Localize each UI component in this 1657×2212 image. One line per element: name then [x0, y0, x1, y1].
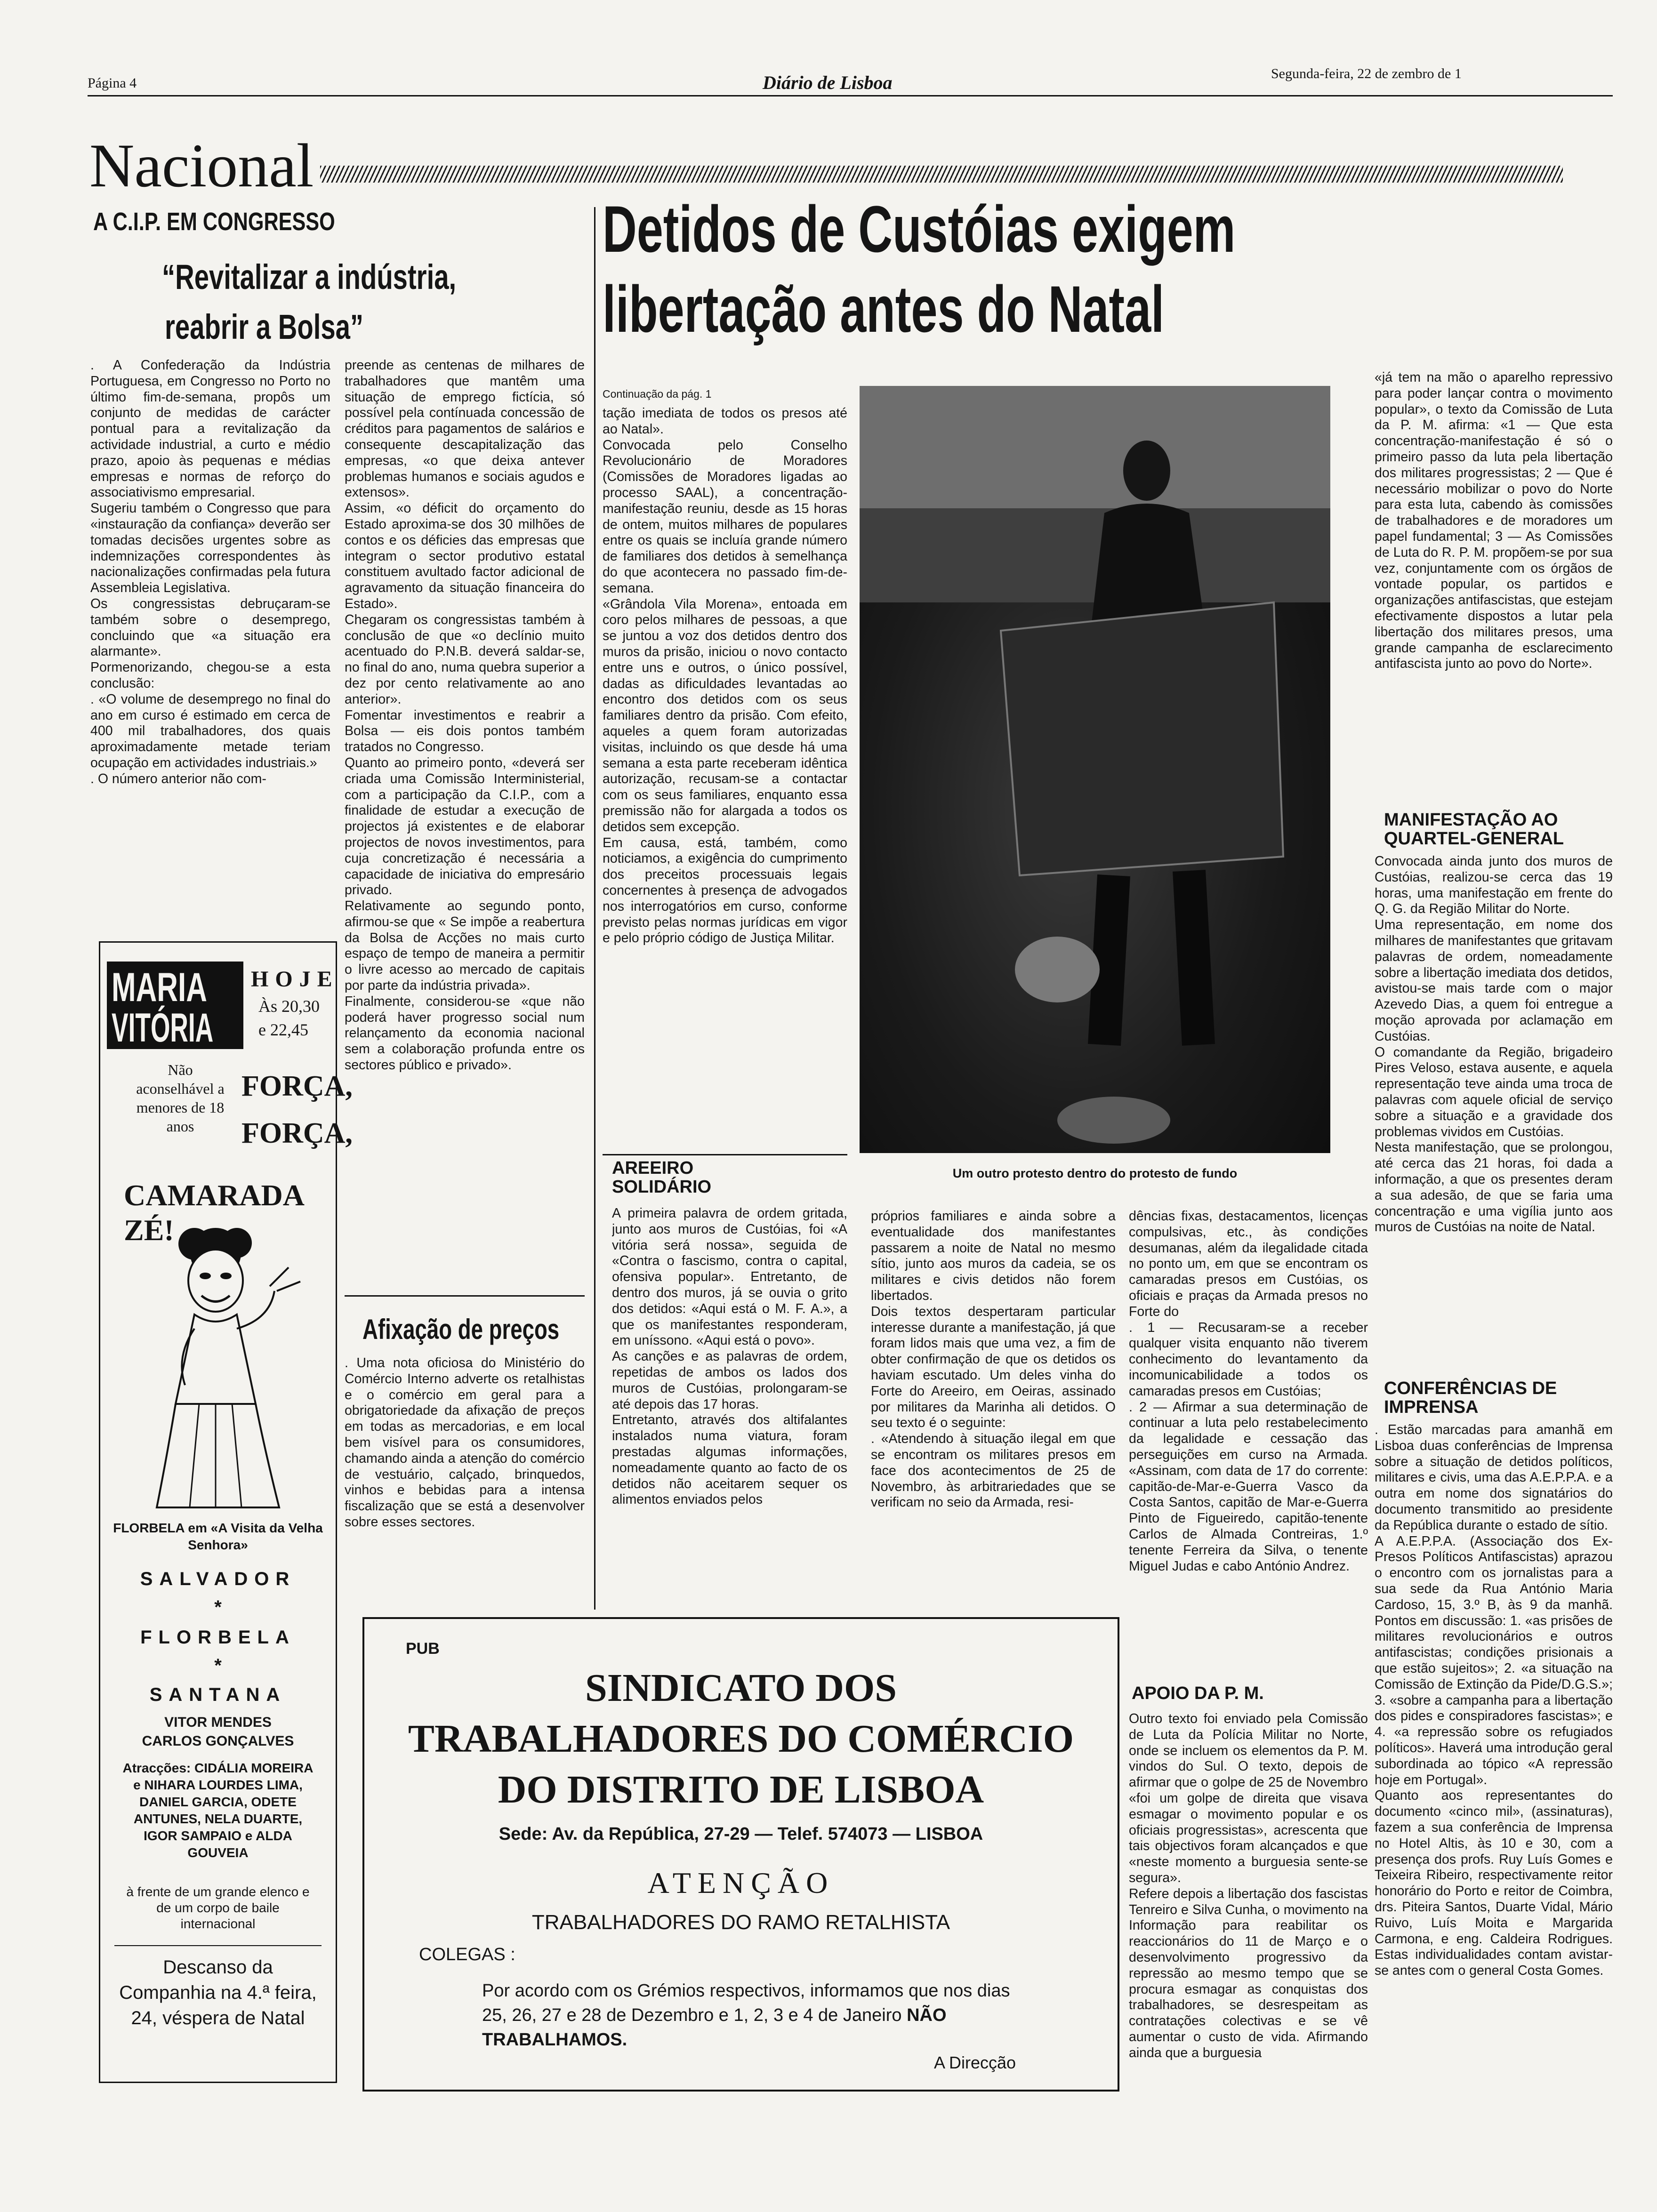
- show-title-1: FORÇA,: [241, 1070, 353, 1102]
- cast-salvador: SALVADOR: [140, 1569, 296, 1589]
- cast-carlos-goncalves: CARLOS GONÇALVES: [142, 1733, 294, 1749]
- continuation-note: Continuação da pág. 1: [603, 388, 712, 400]
- protest-photo: [860, 386, 1330, 1153]
- signature: A Direcção: [934, 2053, 1016, 2072]
- theatre-logo: [107, 962, 243, 1049]
- notice-body-emphasis: NÃO TRABALHAMOS.: [482, 2005, 947, 2050]
- header-rule: [88, 95, 1613, 96]
- custoias-column-c: próprios familiares e ainda sobre a eventualidade dos manifestantes passarem a noite de Natal no mesmo sítio, junto aos muros da cadeia, se os militares e civis detidos não forem libertados. Dois textos despertaram particular interesse durante a manifestação, já que foram lidos mais que uma vez, a fim de obter confirmação de que os detidos os haviam escutado. Um deles vinha do Forte do Areeiro, em Oeiras, assinado por militares da Marinha ali detidos. O seu texto é o seguinte: . «Atendendo à situação ilegal em que se encontram os militares presos em face dos acontecimentos de 25 de Novembro, às arbitrariedades que se verificam no seio da Armada, resi-: [871, 1209, 1116, 1510]
- manifestacao-title: MANIFESTAÇÃO AO QUARTEL-GENERAL: [1384, 810, 1564, 849]
- custoias-column-e2: Convocada ainda junto dos muros de Custóias, realizou-se cerca das 19 horas, uma manifestação em frente do Q. G. da Região Militar do Norte. Uma representação, em nome dos milhares de manifestantes que gritavam palavras de ordem, nomeadamente sobre a libertação imediata dos detidos, avistou-se mais tarde com o major Azevedo Dias, a quem foi entregue a moção aprovada por aclamação em Custóias. O comandante da Região, brigadeiro Pires Veloso, estava ausente, e aquela representação teve ainda uma troca de palavras com aquele oficial de serviço sobre a situação e a gravidade dos problemas vividos em Custóias. Nesta manifestação, que se prolongou, até cerca das 21 horas, foi dada a informação, a que os presentes deram a sua adesão, de que se faria uma concentração e uma vigília junto aos muros de Custóias na noite de Natal.: [1375, 854, 1613, 1235]
- star-1: *: [214, 1597, 222, 1618]
- colleagues-label: COLEGAS :: [419, 1945, 515, 1964]
- custoias-column-e3: . Estão marcadas para amanhã em Lisboa duas conferências de Imprensa sobre a situação de detidos políticos, militares e civis, uma das A.E.P.P.A. e a outra em nome dos signatários do documento transmitido ao presidente da República durante o estado de sítio. A A.E.P.P.A. (Associação dos Ex-Presos Políticos Antifascistas) aprazou o encontro com os jornalistas para a sua sede da Rua António Maria Cardoso, 15, 3.º B, às 9 da manhã. Pontos em discussão: 1. «as prisões de militares revolucionários e outros antifascistas; condições prisionais a que estão sujeitos»; 2. «a situação na Comissão de Extinção da Pide/D.G.S.»; 3. «sobre a campanha para a libertação dos pides e conspiradores fascistas»; e 4. «a repressão sobre os refugiados políticos». Haverá uma introdução geral subordinada ao tópico «A repressão hoje em Portugal». Quanto aos representantes do documento «cinco mil», (assinaturas), fazem a sua conferência de Imprensa no Hotel Altis, às 10 e 30, com a presença dos profs. Ruy Luís Gomes e Teixeira Ribeiro, respectivamente reitor honorário do Porto e reitor de Coimbra, drs. Piteira Santos, Duarte Vidal, Mário Ruivo, Luís Moita e Margarida Carmona, e eng. Caldeira Rodrigues. Estas individualidades contam avistar-se antes com o general Costa Gomes.: [1375, 1422, 1613, 1979]
- union-address: Sede: Av. da República, 27-29 — Telef. 574073 — LISBOA: [499, 1824, 983, 1844]
- union-name-line2: TRABALHADORES DO COMÉRCIO: [408, 1717, 1074, 1761]
- show-title-3: CAMARADA ZÉ!: [124, 1178, 303, 1247]
- notice-body-text: Por acordo com os Grémios respectivos, informamos que nos dias 25, 26, 27 e 28 de Dezembro e 1, 2, 3 e 4 de Janeiro: [482, 1981, 1010, 2025]
- theatre-ad: [99, 941, 353, 2083]
- cip-title-line1: “Revitalizar a indústria,: [162, 257, 457, 297]
- elenco-text: à frente de um grande elenco e de um corpo de baile internacional: [126, 1884, 310, 1931]
- cip-kicker: A C.I.P. EM CONGRESSO: [93, 208, 335, 236]
- ad-divider: [114, 1945, 322, 1946]
- pub-label: PUB: [406, 1640, 440, 1658]
- theatre-name-line2: VITÓRIA: [112, 1005, 214, 1050]
- union-name-line3: DO DISTRITO DE LISBOA: [498, 1768, 984, 1811]
- areeiro-top-rule: [603, 1154, 847, 1155]
- union-ad: [362, 1617, 1119, 2092]
- cip-title-line2: reabrir a Bolsa”: [165, 307, 364, 346]
- custoias-column-d: dências fixas, destacamentos, licenças compulsivas, etc., às condições desumanas, além da ilegalidade citada no ponto um, em que se encontram os camaradas presos em Custóias, os oficiais e praças da Armada presos no Forte do . 1 — Recusaram-se a receber qualquer visita enquanto não tiverem conhecimento do levantamento da incomunicabilidade a todos os camaradas presos em Custóias; . 2 — Afirmar a sua determinação de continuar a luta pelo restabelecimento da legalidade e cessação das perseguições em curso na Armada. «Assinam, com data de 17 do corrente: capitão-de-Mar-e-Guerra Vasco da Costa Santos, capitão de Mar-e-Guerra Pinto de Figueiredo, capitão-tenente Carlos de Almada Contreiras, 1.º tenente Ferreira da Silva, o tenente Miguel Judas e cabo António Andrez.: [1129, 1209, 1368, 1574]
- page-date: Segunda-feira, 22 de zembro de 1: [1271, 66, 1462, 81]
- protest-photo-figure: [860, 386, 1330, 1153]
- actress-caricature: [129, 1225, 307, 1517]
- custoias-column-b: A primeira palavra de ordem gritada, junto aos muros de Custóias, foi «A vitória será nossa», seguida de «Contra o fascismo, contra o capital, ofensiva popular». Entretanto, de dentro dos muros, já se ouvia o grito dos detidos: «Aqui está o M. F. A.», a que os manifestantes responderam, em uníssono. «Aqui está o povo». As canções e as palavras de ordem, repetidas de ambos os lados dos muros de Custóias, prolongaram-se até depois das 17 horas. Entretanto, através dos altifalantes instalados numa viatura, foram prestadas algumas informações, nomeadamente quanto ao facto de os detidos não aceitarem sequer os alimentos enviados pelos: [612, 1206, 847, 1507]
- custoias-title-line1: Detidos de Custóias exigem: [603, 192, 1236, 266]
- show-title-2: FORÇA,: [241, 1117, 353, 1149]
- custoias-column-a: tação imediata de todos os presos até ao Natal». Convocada pelo Conselho Revolucionário de Moradores (Comissões de Moradores ligadas ao processo SAAL), a concentração-manifestação reuniu, desde as 15 horas de ontem, muitos milhares de populares entre os quais se incluía grande número de familiares dos detidos à semelhança do que acontecera no passado fim-de-semana. «Grândola Vila Morena», entoada em coro pelos milhares de pessoas, a que se juntou a voz dos detidos dentro dos muros da prisão, iniciou o novo contacto entre uns e outros, o único possível, dadas as dificuldades levantadas ao encontro dos detidos com os seus familiares dentro da prisão. Com efeito, aqueles a quem foram autorizadas visitas, incluindo os que desde há uma semana a esta parte receberam idêntica autorização, recusam-se a contactar com os seus familiares, enquanto essa premissão não for alargada a todos os detidos sem excepção. Em causa, está, também, como noticiamos, a exigência do cumprimento dos preceitos processuais legais concernentes à presença de advogados nos interrogatórios em curso, conforme previsto pelas normas jurídicas em vigor e pelo próprio código de Justiça Militar.: [603, 406, 847, 946]
- apoio-title: APOIO DA P. M.: [1132, 1683, 1264, 1703]
- afixacao-body: . Uma nota oficiosa do Ministério do Comércio Interno adverte os retalhistas e o comércio em geral para a obrigatoriedade da afixação de preços em todas as mercadorias, e em local bem visível para os consumidores, chamando ainda a atenção do comércio de vestuário, calçado, brinquedos, vinhos e bebidas para a intensa fiscalização que se está a desenvolver sobre esses sectores.: [345, 1355, 585, 1530]
- notice-body: [482, 1979, 1038, 2052]
- conferencias-title: CONFERÊNCIAS DE IMPRENSA: [1384, 1378, 1557, 1417]
- areeiro-title: AREEIRO SOLIDÁRIO: [612, 1158, 712, 1197]
- show-time-1: Às 20,30: [258, 997, 320, 1016]
- custoias-column-e: «já tem na mão o aparelho repressivo para poder lançar contra o movimento popular», o texto da Comissão de Luta da P. M. afirma: «1 — Que esta concentração-manifestação é só o primeiro passo da luta pela libertação dos militares progressistas; 2 — Que é necessário mobilizar o povo do Norte para esta luta, cabendo às comissões de trabalhadores e de moradores um papel fundamental; 3 — As Comissões de Luta do R. P. M. propõem-se por sua vez, conjuntamente com os órgãos de vontade popular, os partidos e organizações antifascistas, que estejam efectivamente dispostos a lutar pela libertação dos militares presos, uma grande campanha de esclarecimento antifascista junto ao povo do Norte».: [1375, 370, 1613, 672]
- custoias-title-line2: libertação antes do Natal: [603, 272, 1165, 346]
- cast-florbela: FLORBELA: [140, 1627, 296, 1648]
- afixacao-top-rule: [345, 1295, 585, 1297]
- cast-santana: SANTANA: [149, 1684, 287, 1705]
- cast-vitor-mendes: VITOR MENDES: [164, 1715, 272, 1730]
- cip-column-1: . A Confederação da Indústria Portuguesa, em Congresso no Porto no último fim-de-semana, propôs um conjunto de medidas de carácter pontual para a revitalização da actividade industrial, a curto e médio prazo, apoio às pequenas e médias empresas e normas de reforço do associativismo empresarial. Sugeriu também o Congresso que para «instauração da confiança» deverão ser tomadas decisões urgentes sobre as indemnizações correspondentes às nacionalizações confirmadas pela futura Assembleia Legislativa. Os congressistas debruçaram-se também sobre o desemprego, concluindo que «a situação era alarmante». Pormenorizando, chegou-se a esta conclusão: . «O volume de desemprego no final do ano em curso é estimado em cerca de 400 mil trabalhadores, dos quais aproximadamente metade teriam ocupação em actividades industriais.» . O número anterior não com-: [90, 358, 330, 786]
- afixacao-title: Afixação de preços: [362, 1314, 560, 1345]
- retail-workers-heading: TRABALHADORES DO RAMO RETALHISTA: [531, 1911, 950, 1934]
- custoias-column-d2: Outro texto foi enviado pela Comissão de Luta da Polícia Militar no Norte, onde se incluem os elementos da P. M. vindos do Sul. O texto, depois de afirmar que o golpe de 25 de Novembro «foi um golpe de direita que visava esmagar o movimento popular e os oficiais progressistas», acrescenta que tais objectivos foram alcançados e que «neste momento a burguesia sente-se segura». Refere depois a libertação dos fascistas Tenreiro e Silva Cunha, o movimento na Informação para reabilitar os reaccionários do 11 de Março e o desenvolvimento progressivo da repressão ao mesmo tempo que se procura esmagar as conquistas dos trabalhadores, se desrespeitam as contratações colectivas e se vê aumentar o custo de vida. Afirmando ainda que a burguesia: [1129, 1711, 1368, 2060]
- florbela-visita: FLORBELA em «A Visita da Velha Senhora»: [113, 1521, 323, 1552]
- union-name-line1: SINDICATO DOS: [585, 1666, 897, 1710]
- show-today: HOJE: [251, 967, 339, 992]
- section-title: Nacional: [89, 131, 314, 200]
- rest-day-note: Descanso da Companhia na 4.ª feira, 24, véspera de Natal: [119, 1957, 317, 2028]
- page-number: Página 4: [88, 75, 137, 91]
- attention-heading: ATENÇÃO: [647, 1866, 835, 1899]
- newspaper-masthead: Diário de Lisboa: [763, 72, 893, 93]
- attractions-list: Atracções: CIDÁLIA MOREIRA e NIHARA LOURDES LIMA, DANIEL GARCIA, ODETE ANTUNES, NELA DUARTE, IGOR SAMPAIO e ALDA GOUVEIA: [122, 1761, 314, 1860]
- theatre-name-line1: MARIA: [112, 965, 207, 1010]
- section-hatch-bar: [320, 166, 1563, 183]
- column-divider: [594, 207, 595, 1610]
- photo-caption: Um outro protesto dentro do protesto de fundo: [952, 1166, 1238, 1180]
- show-time-2: e 22,45: [258, 1020, 308, 1039]
- cip-column-2: preende as centenas de milhares de trabalhadores que mantêm uma situação de emprego fictícia, só possível pela contínuada concessão de créditos para pagamentos de salários e consequente descapitalização das empresas, «o que deixa antever problemas humanos e sociais agudos e extensos». Assim, «o déficit do orçamento do Estado aproxima-se dos 30 milhões de contos e os déficies das empresas que integram o sector produtivo estatal constituem avultado factor adicional de agravamento da situação financeira do Estado». Chegaram os congressistas também à conclusão de que «o declínio muito acentuado do P.N.B. deverá saldar-se, no final do ano, numa quebra superior a dez por cento relativamente ao ano anterior». Fomentar investimentos e reabrir a Bolsa — eis dois pontos também tratados no Congresso. Quanto ao primeiro ponto, «deverá ser criada uma Comissão Interministerial, com a participação da C.I.P., com a finalidade de estudar a execução de projectos já existentes e de elaborar projectos de novos investimentos, para cuja concretização é necessária a capacidade de iniciativa do empresário privado. Relativamente ao segundo ponto, afirmou-se que « Se impõe a reabertura da Bolsa de Acções no mais curto espaço de tempo de maneira a permitir o livre acesso ao mercado de capitais por parte da indústria privada». Finalmente, considerou-se «que não poderá haver progresso social num relançamento da economia nacional sem a colaboração profunda entre os sectores público e privado».: [345, 358, 585, 1073]
- age-rating: Não aconselhável a menores de 18 anos: [136, 1061, 225, 1135]
- star-2: *: [214, 1655, 222, 1676]
